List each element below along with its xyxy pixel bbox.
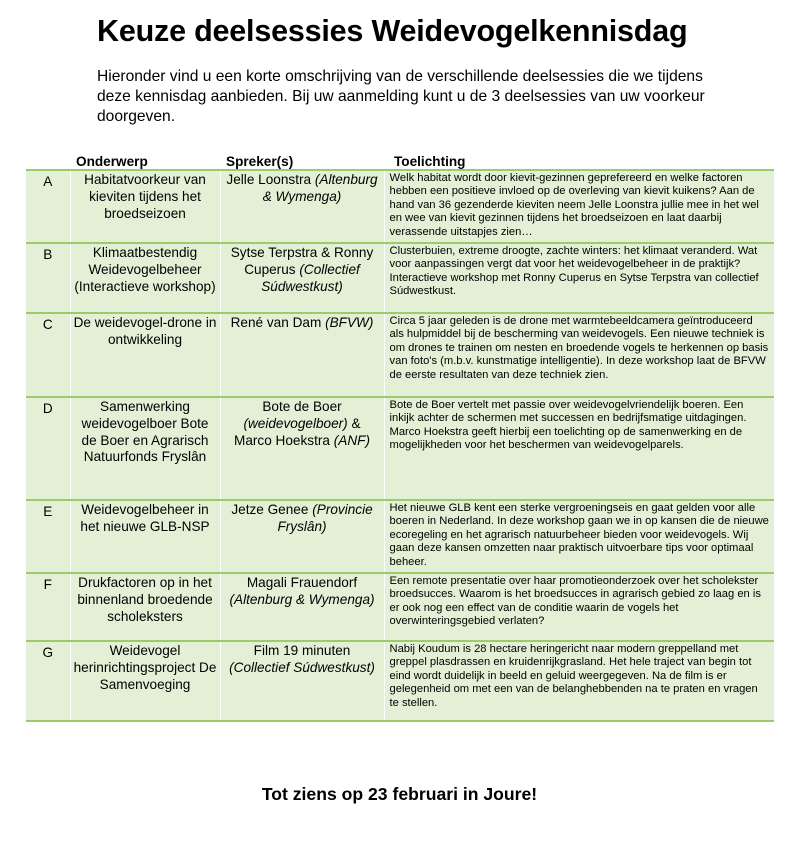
table-row (26, 573, 774, 641)
table-row (26, 500, 774, 573)
session-speaker (220, 243, 384, 313)
page-title: Keuze deelsessies Weidevogelkennisdag (97, 14, 688, 48)
session-letter: E (26, 500, 70, 573)
session-subject: Habitatvoorkeur van kieviten tijdens het broedseizoen (70, 170, 220, 243)
session-speaker (220, 170, 384, 243)
session-speaker (220, 641, 384, 721)
session-letter: G (26, 641, 70, 721)
speaker-affiliation: (Altenburg & Wymenga) (262, 172, 378, 204)
speaker-affiliation: (weidevogelboer) (243, 415, 348, 431)
session-description: Circa 5 jaar geleden is de drone met warmtebeeldcamera geïntroduceerd als hulpmiddel bij de bescherming van weidevogels. Een nieuwe techniek is om drones te trainen om nesten en broedende vogels te herkennen op basis van foto's (m.b.v. kunstmatige intelligentie). In deze workshop laat de BFVW de eerste resultaten van deze techniek zien. (384, 313, 774, 397)
speaker-name: Bote de Boer (262, 399, 342, 415)
sessions-table (26, 150, 774, 722)
closing-line: Tot ziens op 23 februari in Joure! (261, 784, 538, 804)
speaker-extra-affiliation: (ANF) (333, 432, 370, 448)
session-description: Welk habitat wordt door kievit-gezinnen geprefereerd en welke factoren hebben een positieve invloed op de overleving van kievit kuikens? Aan de hand van 36 gezenderde kieviten neem Jelle Loonstra jullie mee in het wel en wee van kievit gezinnen tijdens het broedseizoen en laat daarbij verassende uitstapjes zien… (384, 170, 774, 243)
session-speaker (220, 313, 384, 397)
speaker-name: Film 19 minuten (253, 643, 351, 659)
header-speaker: Spreker(s) (220, 150, 384, 170)
session-subject: Klimaatbestendig Weidevogelbeheer (Interactieve workshop) (70, 243, 220, 313)
speaker-name: René van Dam (230, 315, 322, 331)
speaker-affiliation: (BFVW) (325, 315, 374, 331)
speaker-affiliation: (Collectief Súdwestkust) (261, 261, 360, 294)
session-subject: Weidevogelbeheer in het nieuwe GLB-NSP (70, 500, 220, 573)
session-description: Bote de Boer vertelt met passie over weidevogelvriendelijk boeren. Een inkijk achter de schermen met successen en bedrijfsmatige uitdagingen. Marco Hoekstra geeft hierbij een toelichting op de samenwerking en de mogelijkheden voor het beschermen van weidevogelparels. (384, 397, 774, 500)
session-description: Een remote presentatie over haar promotieonderzoek over het scholekster broedsucces. Waarom is het broedsucces in agrarisch gebied zo laag en is er ook nog een effect van de conditie waarin de vogels het overwinteringsgebied verlaten? (384, 573, 774, 641)
session-subject: Drukfactoren op in het binnenland broedende scholeksters (70, 573, 220, 641)
session-speaker (220, 500, 384, 573)
header-letter (26, 150, 70, 170)
session-subject: Samenwerking weidevogelboer Bote de Boer en Agrarisch Natuurfonds Fryslân (70, 397, 220, 500)
speaker-name: Jetze Genee (231, 502, 309, 518)
session-speaker (220, 397, 384, 500)
table-row (26, 313, 774, 397)
intro-paragraph: Hieronder vind u een korte omschrijving van de verschillende deelsessies die we tijdens deze kennisdag aanbieden. Bij uw aanmelding kunt u de 3 deelsessies van uw voorkeur doorgeven. (97, 68, 705, 125)
session-letter: A (26, 170, 70, 243)
speaker-name: Sytse Terpstra & Ronny Cuperus (230, 245, 374, 277)
session-letter: B (26, 243, 70, 313)
header-subject: Onderwerp (70, 150, 220, 170)
session-description: Het nieuwe GLB kent een sterke vergroeningseis en gaat gelden voor alle boeren in Nederland. In deze workshop gaan we in op kansen die de nieuwe ecoregeling en het agrarisch natuurbeheer bieden voor weidevogels. Wij gaan deze kansen omzetten naar praktisch uitvoerbare tips voor optimaal beheer. (384, 500, 774, 573)
header-description: Toelichting (384, 150, 774, 170)
session-description: Nabij Koudum is 28 hectare heringericht naar modern greppelland met greppel plasdrassen en kruidenrijkgrasland. Het hele traject van begin tot eind wordt duidelijk in beeld en geluid weergegeven. Na de film is er gelegenheid om met een van de belanghebbenden na te praten en vragen te stellen. (384, 641, 774, 721)
speaker-affiliation: (Provincie Fryslân) (277, 502, 373, 534)
table-row (26, 170, 774, 243)
table-row (26, 397, 774, 500)
table-header-row (26, 150, 774, 170)
session-subject: Weidevogel herinrichtingsproject De Samenvoeging (70, 641, 220, 721)
table-row (26, 641, 774, 721)
speaker-name: Magali Frauendorf (246, 575, 358, 591)
session-letter: C (26, 313, 70, 397)
session-letter: D (26, 397, 70, 500)
speaker-affiliation: (Collectief Súdwestkust) (229, 659, 375, 675)
speaker-name: Jelle Loonstra (226, 172, 312, 187)
session-subject: De weidevogel-drone in ontwikkeling (70, 313, 220, 397)
speaker-extra: & Marco Hoekstra (234, 415, 361, 448)
session-description: Clusterbuien, extreme droogte, zachte winters: het klimaat veranderd. Wat voor aanpassingen vergt dat voor het weidevogelbeheer in de praktijk? Interactieve workshop met Ronny Cuperus en Sytse Terpstra van collectief Súdwestkust. (384, 243, 774, 313)
table-row (26, 243, 774, 313)
session-speaker (220, 573, 384, 641)
session-letter: F (26, 573, 70, 641)
speaker-affiliation: (Altenburg & Wymenga) (229, 591, 375, 607)
